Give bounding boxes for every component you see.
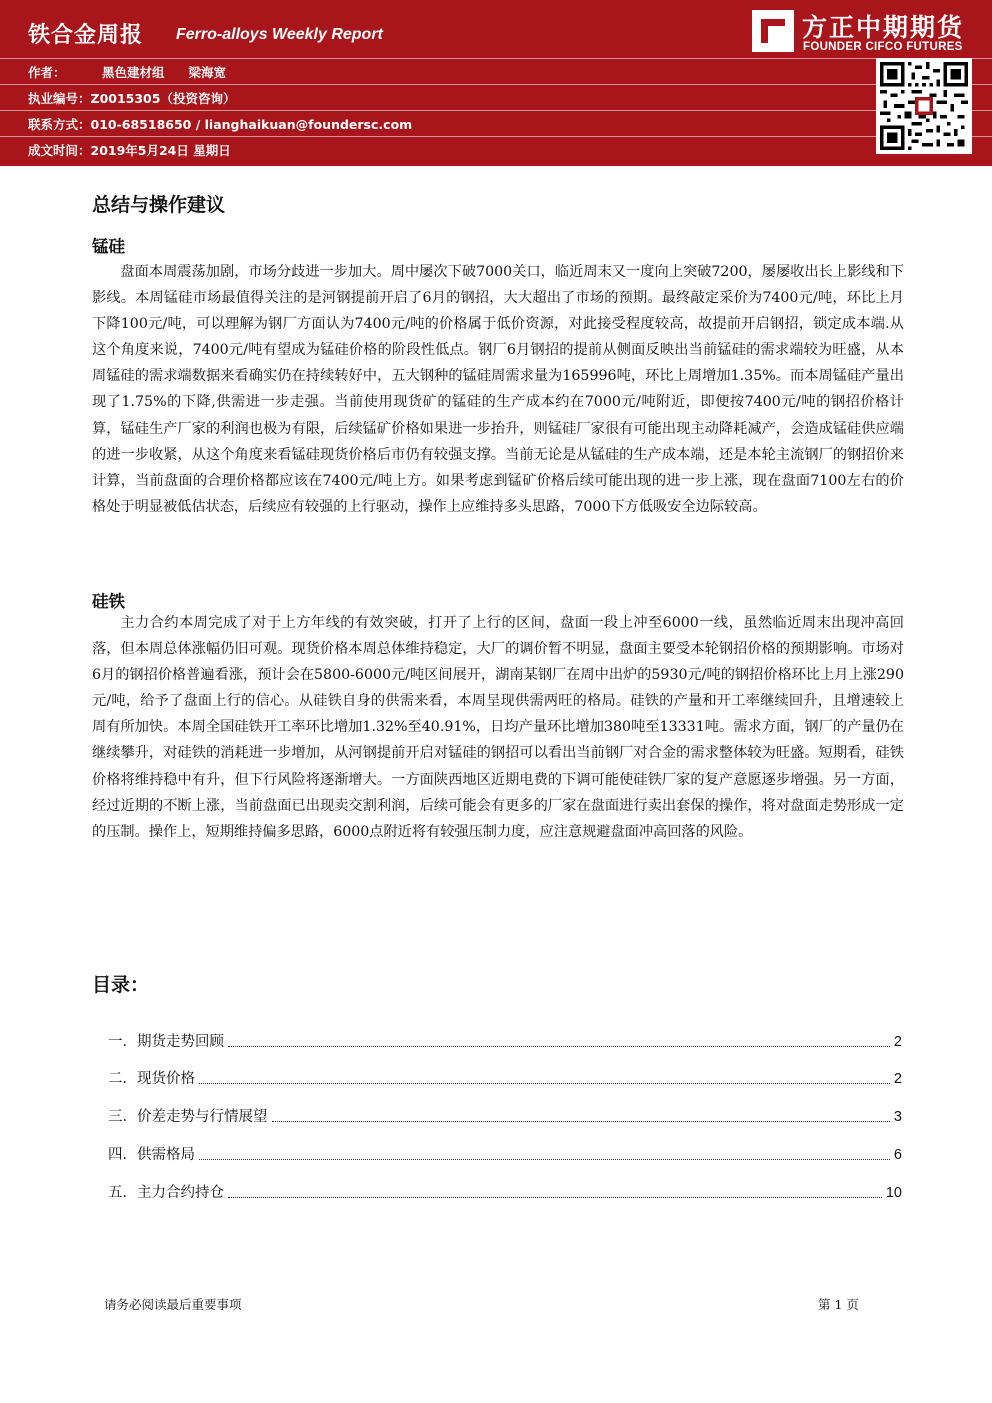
report-header bbox=[0, 0, 992, 166]
toc-item-number: 四． bbox=[108, 1147, 137, 1163]
section-title-fesi: 硅铁 bbox=[92, 592, 125, 611]
qr-code-graphic bbox=[880, 62, 968, 150]
toc-leader-dots bbox=[272, 1121, 890, 1122]
toc-item-label: 现货价格 bbox=[137, 1071, 195, 1087]
toc-item-label: 期货走势回顾 bbox=[137, 1034, 224, 1050]
toc-item[interactable] bbox=[108, 1143, 902, 1165]
report-subtitle: Ferro-alloys Weekly Report bbox=[176, 26, 383, 43]
toc-item-number: 三． bbox=[108, 1109, 137, 1125]
toc-title: 目录： bbox=[92, 974, 150, 996]
toc-item[interactable] bbox=[108, 1105, 902, 1127]
toc-item-label: 供需格局 bbox=[137, 1147, 195, 1163]
toc-item-number: 五． bbox=[108, 1185, 137, 1201]
toc-leader-dots bbox=[199, 1159, 890, 1160]
header-divider bbox=[0, 58, 992, 59]
logo-mark-icon bbox=[752, 10, 794, 52]
author-row bbox=[28, 63, 226, 81]
footer-notice: 请务必阅读最后重要事项 bbox=[104, 1297, 242, 1312]
logo-text-cn: 方正中期期货 bbox=[802, 13, 965, 42]
toc-item-page: 3 bbox=[893, 1109, 902, 1125]
logo-text-en: FOUNDER CIFCO FUTURES bbox=[803, 41, 963, 53]
license-row: 执业编号：Z0015305（投资咨询） bbox=[28, 91, 236, 106]
section-body-mnsi: 盘面本周震荡加剧，市场分歧进一步加大。周中屡次下破7000关口，临近周末又一度向上突破7200，屡屡收出长上影线和下影线。本周锰硅市场最值得关注的是河钢提前开启了6月的钢招，大大超出了市场的预期。最终敲定采价为7400元/吨，环比上月下降100元/吨，可以理解为钢厂方面认为7400元/吨的价格属于低价资源，对此接受程度较高，故提前开启钢招，锁定成本端.从这个角度来说，7400元/吨有望成为锰硅价格的阶段性低点。钢厂6月钢招的提前从侧面反映出当前锰硅的需求端较为旺盛，从本周锰硅的需求端数据来看确实仍在持续转好中，五大钢种的锰硅周需求量为165996吨，环比上周增加1.35%。而本周锰硅产量出现了1.75%的下降,供需进一步走强。当前使用现货矿的锰硅的生产成本约在7000元/吨附近，即便按7400元/吨的钢招价格计算，锰硅生产厂家的利润也极为有限，后续锰矿价格如果进一步抬升，则锰硅厂家很有可能出现主动降耗减产，会造成锰硅供应端的进一步收紧，从这个角度来看锰硅现货价格后市仍有较强支撑。当前无论是从锰硅的生产成本端，还是本轮主流钢厂的钢招价来计算，当前盘面的合理价格都应该在7400元/吨上方。如果考虑到锰矿价格后续可能出现的进一步上涨，现在盘面7100左右的价格处于明显被低估状态，后续应有较强的上行驱动，操作上应维持多头思路，7000下方低吸安全边际较高。 bbox=[92, 264, 904, 515]
toc-item[interactable] bbox=[108, 1181, 902, 1203]
toc-leader-dots bbox=[228, 1197, 882, 1198]
author-label: 作者： bbox=[28, 65, 66, 80]
qr-code-icon bbox=[876, 58, 972, 154]
footer-page-number: 第 1 页 bbox=[818, 1297, 859, 1312]
contact-row: 联系方式：010-68518650 / lianghaikuan@foundersc.com bbox=[28, 117, 413, 132]
toc-item[interactable] bbox=[108, 1067, 902, 1089]
section-body-fesi: 主力合约本周完成了对于上方年线的有效突破，打开了上行的区间，盘面一段上冲至6000一线，虽然临近周末出现冲高回落，但本周总体涨幅仍旧可观。现货价格本周总体维持稳定，大厂的调价暂不明显，盘面主要受本轮钢招价格的预期影响。市场对6月的钢招价格普遍看涨，预计会在5800-6000元/吨区间展开，湖南某钢厂在周中出炉的5930元/吨的钢招价格环比上月上涨290元/吨，给予了盘面上行的信心。从硅铁自身的供需来看，本周呈现供需两旺的格局。硅铁的产量和开工率继续回升，且增速较上周有所加快。本周全国硅铁开工率环比增加1.32%至40.91%，日均产量环比增加380吨至13331吨。需求方面，钢厂的产量仍在继续攀升，对硅铁的消耗进一步增加，从河钢提前开启对锰硅的钢招可以看出当前钢厂对合金的需求整体较为旺盛。短期看，硅铁价格将维持稳中有升，但下行风险将逐渐增大。一方面陕西地区近期电费的下调可能使硅铁厂家的复产意愿逐步增强。另一方面，经过近期的不断上涨，当前盘面已出现卖交割利润，后续可能会有更多的厂家在盘面进行卖出套保的操作，将对盘面走势形成一定的压制。操作上，短期维持偏多思路，6000点附近将有较强压制力度，应注意规避盘面冲高回落的风险。 bbox=[92, 615, 904, 840]
header-divider bbox=[0, 84, 992, 85]
toc-item[interactable] bbox=[108, 1030, 902, 1052]
toc-item-label: 价差走势与行情展望 bbox=[137, 1109, 268, 1125]
section-title-mnsi: 锰硅 bbox=[92, 237, 125, 256]
header-divider bbox=[0, 136, 992, 137]
header-divider bbox=[0, 110, 992, 111]
toc-leader-dots bbox=[199, 1083, 890, 1084]
toc-item-number: 二． bbox=[108, 1071, 137, 1087]
toc-item-label: 主力合约持仓 bbox=[137, 1185, 224, 1201]
toc-item-page: 2 bbox=[893, 1034, 902, 1050]
report-title: 铁合金周报 bbox=[28, 23, 144, 48]
summary-heading: 总结与操作建议 bbox=[92, 194, 226, 216]
author-group: 黑色建材组 bbox=[102, 65, 165, 80]
toc-item-number: 一． bbox=[108, 1034, 137, 1050]
toc-item-page: 10 bbox=[885, 1185, 902, 1201]
company-logo bbox=[752, 6, 982, 56]
author-name: 梁海宽 bbox=[188, 65, 227, 80]
toc-leader-dots bbox=[228, 1046, 890, 1047]
date-row: 成文时间：2019年5月24日 星期日 bbox=[28, 143, 231, 158]
toc-item-page: 6 bbox=[893, 1147, 902, 1163]
toc-item-page: 2 bbox=[893, 1071, 902, 1087]
